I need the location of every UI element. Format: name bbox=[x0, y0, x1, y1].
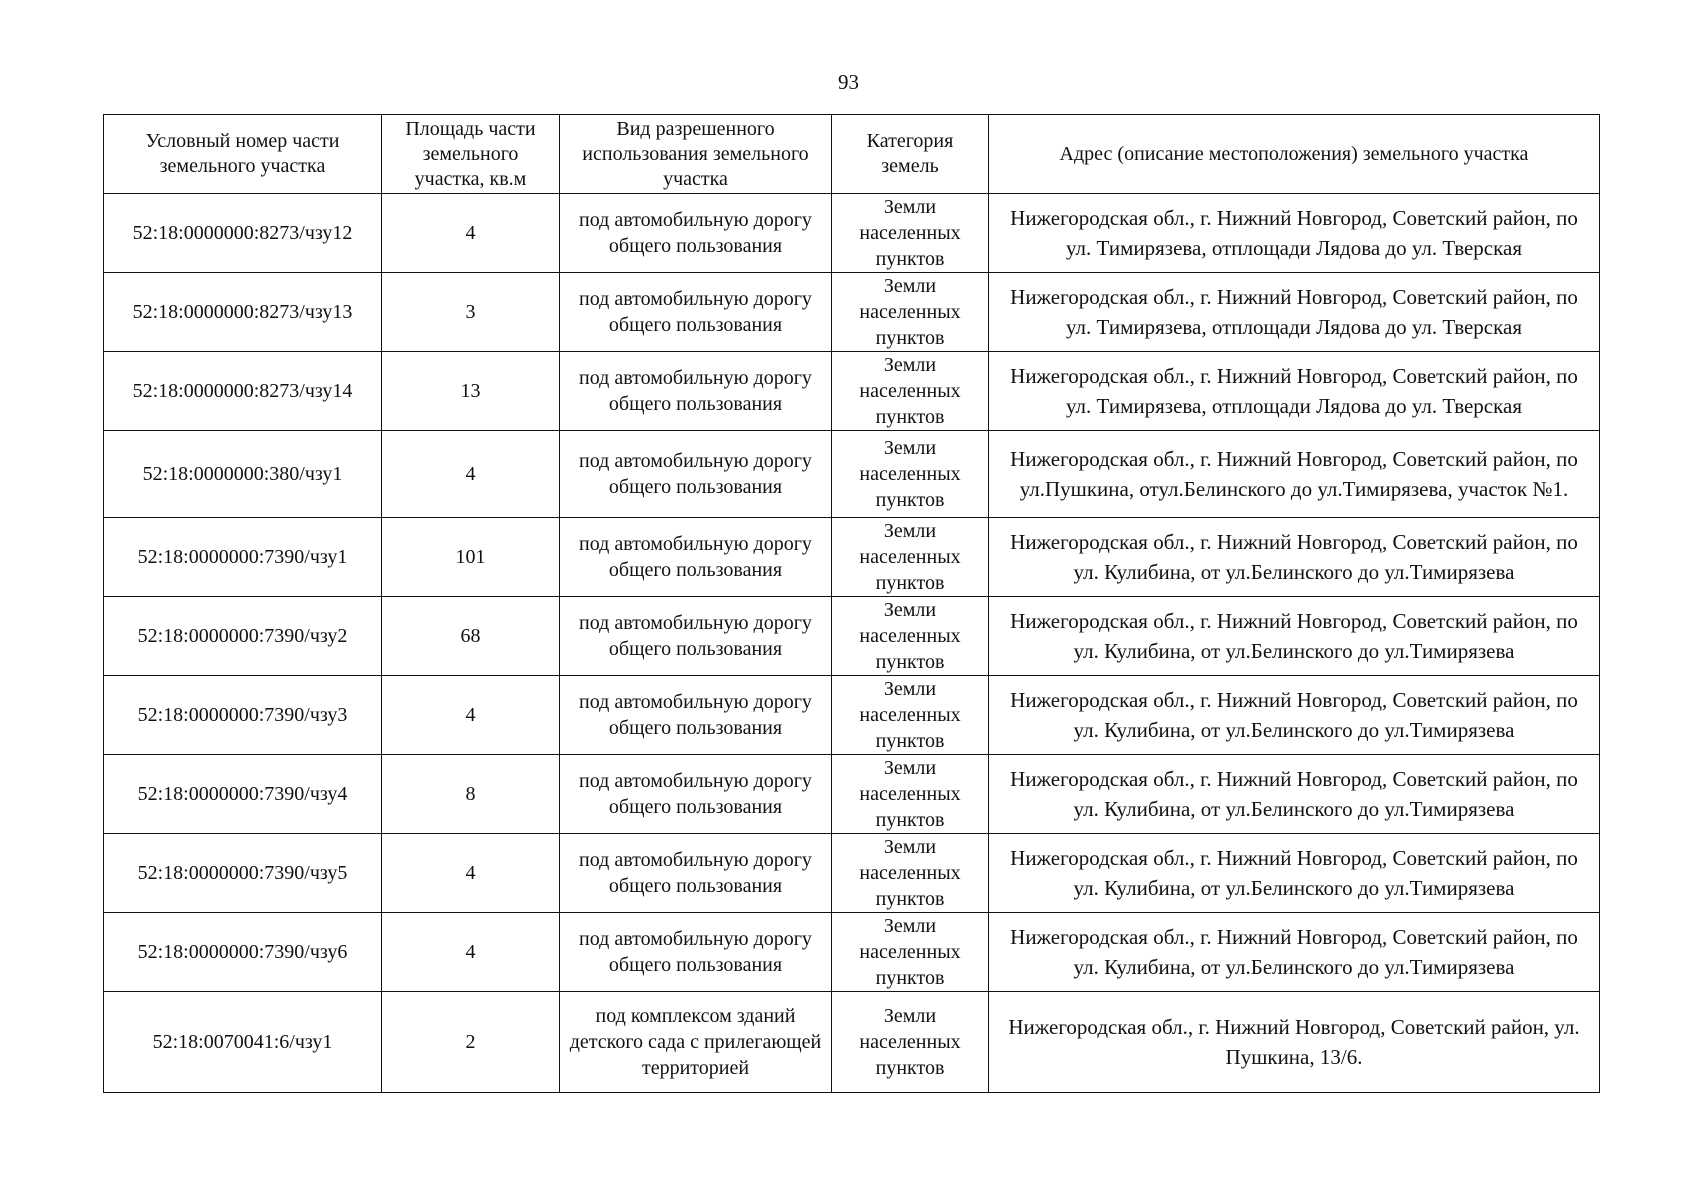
cell-land-category: Земли населенных пунктов bbox=[832, 194, 989, 273]
land-parcels-table bbox=[103, 114, 1600, 1093]
cell-land-category: Земли населенных пунктов bbox=[832, 913, 989, 992]
cell-permitted-use: под автомобильную дорогу общего пользования bbox=[560, 755, 832, 834]
cell-permitted-use: под автомобильную дорогу общего пользования bbox=[560, 273, 832, 352]
cell-land-category: Земли населенных пунктов bbox=[832, 676, 989, 755]
table-row bbox=[104, 755, 1600, 834]
cell-land-category: Земли населенных пунктов bbox=[832, 431, 989, 518]
cell-permitted-use: под комплексом зданий детского сада с прилегающей территорией bbox=[560, 992, 832, 1093]
cell-permitted-use: под автомобильную дорогу общего пользования bbox=[560, 194, 832, 273]
cell-permitted-use: под автомобильную дорогу общего пользования bbox=[560, 518, 832, 597]
cell-area: 4 bbox=[382, 834, 560, 913]
table-row bbox=[104, 992, 1600, 1093]
cell-parcel-number: 52:18:0000000:7390/чзу3 bbox=[104, 676, 382, 755]
cell-land-category: Земли населенных пунктов bbox=[832, 755, 989, 834]
cell-permitted-use: под автомобильную дорогу общего пользования bbox=[560, 834, 832, 913]
cell-parcel-number: 52:18:0000000:380/чзу1 bbox=[104, 431, 382, 518]
cell-parcel-number: 52:18:0000000:8273/чзу13 bbox=[104, 273, 382, 352]
cell-address: Нижегородская обл., г. Нижний Новгород, Советский район, по ул. Кулибина, от ул.Белинского до ул.Тимирязева bbox=[989, 597, 1600, 676]
cell-address: Нижегородская обл., г. Нижний Новгород, Советский район, по ул. Кулибина, от ул.Белинского до ул.Тимирязева bbox=[989, 755, 1600, 834]
cell-area: 2 bbox=[382, 992, 560, 1093]
cell-area: 13 bbox=[382, 352, 560, 431]
page-number: 93 bbox=[838, 70, 859, 94]
cell-parcel-number: 52:18:0000000:7390/чзу5 bbox=[104, 834, 382, 913]
table-row bbox=[104, 273, 1600, 352]
cell-parcel-number: 52:18:0000000:8273/чзу12 bbox=[104, 194, 382, 273]
table-row bbox=[104, 597, 1600, 676]
cell-parcel-number: 52:18:0000000:7390/чзу6 bbox=[104, 913, 382, 992]
cell-address: Нижегородская обл., г. Нижний Новгород, Советский район, по ул. Тимирязева, отплощади Лядова до ул. Тверская bbox=[989, 273, 1600, 352]
cell-land-category: Земли населенных пунктов bbox=[832, 352, 989, 431]
table-row bbox=[104, 518, 1600, 597]
cell-permitted-use: под автомобильную дорогу общего пользования bbox=[560, 431, 832, 518]
cell-land-category: Земли населенных пунктов bbox=[832, 597, 989, 676]
table-row bbox=[104, 431, 1600, 518]
cell-address: Нижегородская обл., г. Нижний Новгород, Советский район, по ул. Тимирязева, отплощади Лядова до ул. Тверская bbox=[989, 352, 1600, 431]
cell-area: 4 bbox=[382, 676, 560, 755]
table-row bbox=[104, 194, 1600, 273]
cell-permitted-use: под автомобильную дорогу общего пользования bbox=[560, 913, 832, 992]
cell-address: Нижегородская обл., г. Нижний Новгород, Советский район, по ул. Кулибина, от ул.Белинского до ул.Тимирязева bbox=[989, 913, 1600, 992]
cell-land-category: Земли населенных пунктов bbox=[832, 518, 989, 597]
cell-parcel-number: 52:18:0000000:7390/чзу1 bbox=[104, 518, 382, 597]
table-header-row bbox=[104, 115, 1600, 194]
cell-parcel-number: 52:18:0000000:7390/чзу2 bbox=[104, 597, 382, 676]
cell-land-category: Земли населенных пунктов bbox=[832, 273, 989, 352]
cell-area: 68 bbox=[382, 597, 560, 676]
cell-permitted-use: под автомобильную дорогу общего пользования bbox=[560, 676, 832, 755]
cell-area: 8 bbox=[382, 755, 560, 834]
cell-area: 4 bbox=[382, 913, 560, 992]
cell-land-category: Земли населенных пунктов bbox=[832, 992, 989, 1093]
table-row bbox=[104, 834, 1600, 913]
cell-permitted-use: под автомобильную дорогу общего пользования bbox=[560, 352, 832, 431]
cell-address: Нижегородская обл., г. Нижний Новгород, Советский район, по ул. Кулибина, от ул.Белинского до ул.Тимирязева bbox=[989, 834, 1600, 913]
table-row bbox=[104, 352, 1600, 431]
cell-permitted-use: под автомобильную дорогу общего пользования bbox=[560, 597, 832, 676]
header-parcel-number: Условный номер части земельного участка bbox=[104, 115, 382, 194]
cell-area: 4 bbox=[382, 431, 560, 518]
cell-area: 101 bbox=[382, 518, 560, 597]
table-row bbox=[104, 913, 1600, 992]
cell-address: Нижегородская обл., г. Нижний Новгород, Советский район, по ул. Кулибина, от ул.Белинского до ул.Тимирязева bbox=[989, 518, 1600, 597]
cell-address: Нижегородская обл., г. Нижний Новгород, Советский район, по ул. Тимирязева, отплощади Лядова до ул. Тверская bbox=[989, 194, 1600, 273]
cell-parcel-number: 52:18:0000000:8273/чзу14 bbox=[104, 352, 382, 431]
header-address: Адрес (описание местоположения) земельного участка bbox=[989, 115, 1600, 194]
table-row bbox=[104, 676, 1600, 755]
header-area: Площадь части земельного участка, кв.м bbox=[382, 115, 560, 194]
header-land-category: Категория земель bbox=[832, 115, 989, 194]
cell-address: Нижегородская обл., г. Нижний Новгород, Советский район, ул. Пушкина, 13/6. bbox=[989, 992, 1600, 1093]
cell-parcel-number: 52:18:0070041:6/чзу1 bbox=[104, 992, 382, 1093]
header-permitted-use: Вид разрешенного использования земельного участка bbox=[560, 115, 832, 194]
cell-address: Нижегородская обл., г. Нижний Новгород, Советский район, по ул. Кулибина, от ул.Белинского до ул.Тимирязева bbox=[989, 676, 1600, 755]
cell-parcel-number: 52:18:0000000:7390/чзу4 bbox=[104, 755, 382, 834]
cell-area: 3 bbox=[382, 273, 560, 352]
cell-area: 4 bbox=[382, 194, 560, 273]
cell-address: Нижегородская обл., г. Нижний Новгород, Советский район, по ул.Пушкина, отул.Белинского до ул.Тимирязева, участок №1. bbox=[989, 431, 1600, 518]
cell-land-category: Земли населенных пунктов bbox=[832, 834, 989, 913]
